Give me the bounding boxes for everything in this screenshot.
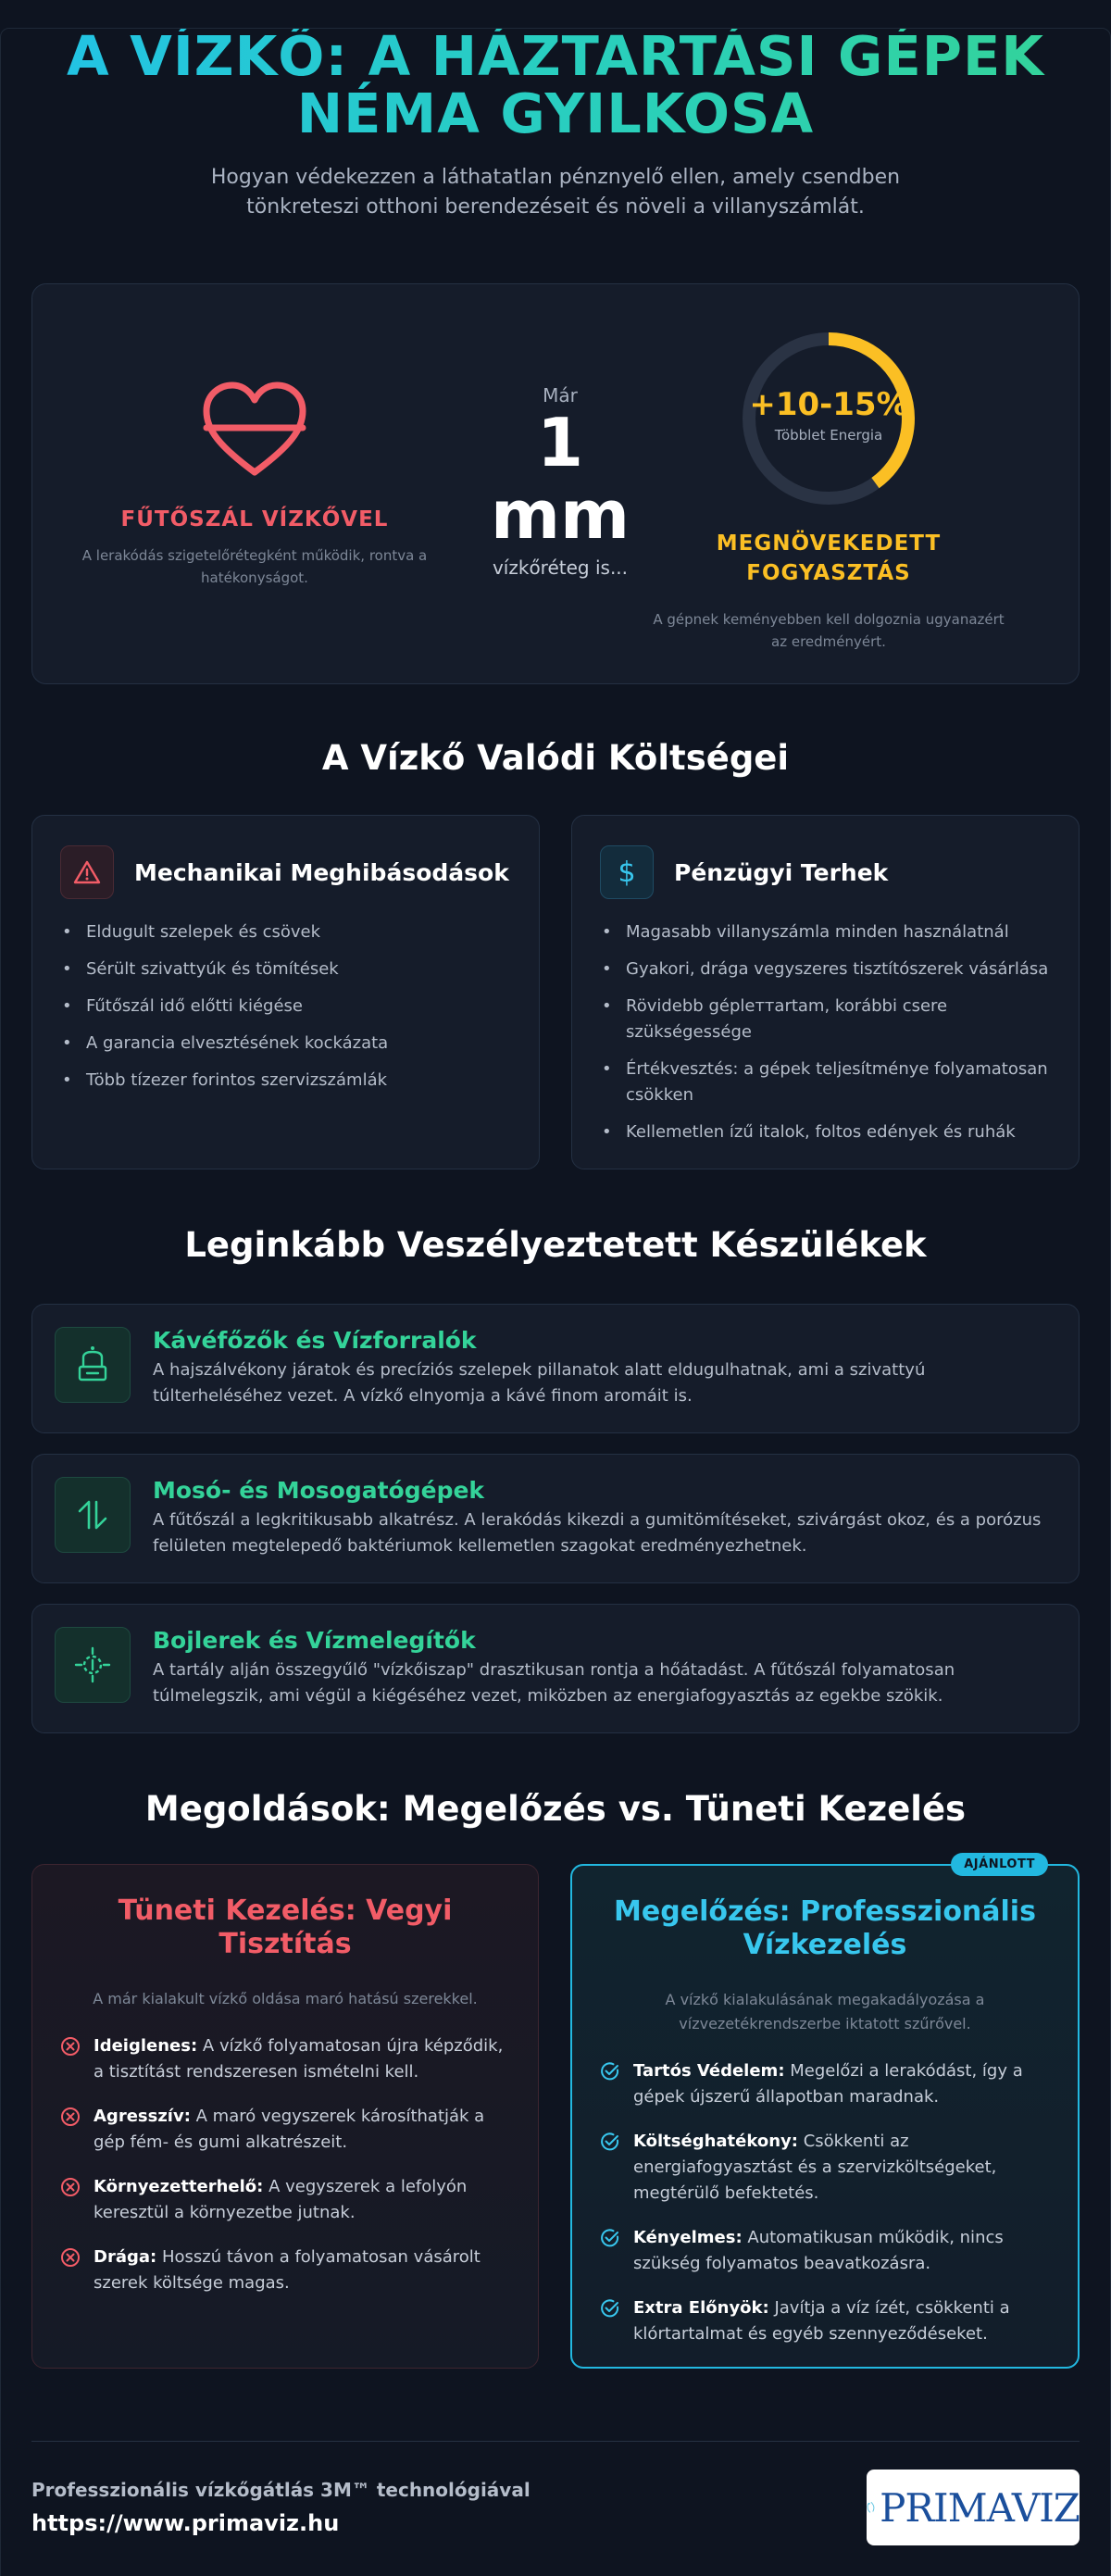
cost-card-financial — [571, 815, 1080, 1169]
list-item-text — [94, 2104, 510, 2156]
solutions-grid — [31, 1857, 1080, 2369]
list-item — [60, 2174, 510, 2226]
list-item — [600, 2058, 1050, 2110]
stat-energy-title — [643, 529, 1014, 588]
list-item-text — [633, 2058, 1050, 2110]
list-item-label: Környezetterhelő: — [94, 2177, 264, 2196]
solution-card-chemical — [31, 1864, 539, 2369]
logo-text: PRIMAVIZ — [880, 2484, 1080, 2531]
check-circle-icon — [600, 2132, 620, 2152]
list-item-body: Megelőzi a lerakódást, így a gépek újszerű állapotban maradnak. — [633, 2061, 1023, 2107]
stat-heating-desc-line2: hatékonyságot. — [201, 569, 308, 586]
list-item — [600, 2129, 1050, 2207]
list-item-label: Költséghatékony: — [633, 2132, 798, 2151]
warning-icon — [60, 845, 114, 899]
footer-url-link[interactable]: https://www.primaviz.hu — [31, 2510, 340, 2536]
cost-card-mechanical-title: Mechanikai Meghibásodások — [134, 858, 509, 886]
x-circle-icon — [60, 2107, 81, 2127]
hero-subtitle-line2: tönkreteszi otthoni berendezéseit és növeli a villanyszámlát. — [246, 195, 865, 219]
device-card-coffee-desc-line2: túlterheléséhez vezet. A vízkő elnyomja a kávé finom aromáit is. — [153, 1386, 693, 1406]
stat-energy-desc-line2: az eredményért. — [771, 633, 886, 650]
footer-divider — [31, 2441, 1080, 2442]
solution-card-prevention-title-line2: Vízkezelés — [743, 1929, 907, 1961]
list-item-body: Automatikusan működik, nincs szükség folyamatos beavatkozásra. — [633, 2228, 1004, 2273]
stat-layer-post: vízkőréteg is... — [492, 556, 629, 579]
check-circle-icon — [600, 2061, 620, 2082]
list-item: • Magasabb villanyszámla minden használatnál — [600, 919, 1051, 945]
coffee-machine-icon — [55, 1327, 131, 1403]
dollar-icon: $ — [600, 845, 654, 899]
x-circle-icon — [60, 2247, 81, 2268]
list-item-text — [94, 2174, 510, 2226]
cost-card-mechanical-head — [60, 845, 511, 899]
device-card-coffee-title: Kávéfőzők és Vízforralók — [153, 1327, 477, 1354]
solution-card-chemical-title-line2: Tisztítás — [218, 1928, 352, 1960]
device-card-coffee — [31, 1304, 1080, 1433]
solution-card-prevention-subtitle — [600, 1988, 1050, 2036]
list-item-label: Kényelmes: — [633, 2228, 743, 2247]
device-card-washer-desc-line2: felületen megtelepedő baktériumok kellemetlen szagokat eredményezhetnek. — [153, 1536, 807, 1556]
solution-card-chemical-list — [60, 2033, 510, 2296]
solution-card-chemical-title — [60, 1894, 510, 1961]
washing-machine-icon — [55, 1477, 131, 1553]
stat-heating-desc-line1: A lerakódás szigetelőrétegként működik, rontva a — [81, 547, 428, 564]
solution-card-prevention-subtitle-line2: vízvezetékrendszerbe iktatott szűrővel. — [679, 2015, 971, 2032]
cost-card-financial-list — [600, 919, 1051, 1145]
list-item-label: Extra Előnyök: — [633, 2298, 769, 2318]
cost-card-financial-head — [600, 845, 1051, 899]
stat-energy — [643, 331, 1014, 653]
devices-section-title: Leginkább Veszélyeztetett Készülékek — [184, 1225, 927, 1265]
energy-ring-text — [741, 386, 917, 444]
energy-ring-value: +10-15% — [749, 386, 908, 423]
list-item-body: Hosszú távon a folyamatosan vásárolt szerek költsége magas. — [94, 2247, 481, 2293]
list-item-body: A vegyszerek a lefolyón keresztül a környezetbe jutnak. — [94, 2177, 468, 2222]
list-item-body: Csökkenti az energiafogyasztást és a szervizköltségeket, megtérülő befektetés. — [633, 2132, 997, 2203]
x-circle-icon — [60, 2177, 81, 2197]
list-item-body: A maró vegyszerek károsíthatják a gép fém- és gumi alkatrészeit. — [94, 2107, 485, 2152]
device-card-washer-desc — [153, 1507, 1041, 1559]
boiler-icon — [55, 1627, 131, 1703]
cost-card-financial-title: Pénzügyi Terhek — [674, 858, 889, 886]
device-card-washer-body — [153, 1477, 1041, 1582]
list-item: • Fűtőszál idő előtti kiégése — [60, 994, 511, 1019]
solution-card-prevention — [570, 1857, 1080, 2369]
list-item — [60, 2245, 510, 2296]
list-item-text — [633, 2295, 1050, 2347]
cost-card-mechanical-list — [60, 919, 511, 1094]
solutions-section-title: Megoldások: Megelőzés vs. Tüneti Kezelés — [144, 1789, 967, 1829]
stat-energy-desc — [643, 608, 1014, 653]
hero-title-line1: A VÍZKŐ: A HÁZTARTÁSI GÉPEK — [66, 24, 1045, 88]
list-item-body: A vízkő folyamatosan újra képződik, a tisztítást rendszeresen ismételni kell. — [94, 2036, 504, 2082]
stat-heating-desc — [69, 544, 440, 589]
stat-heating — [69, 381, 440, 589]
device-card-coffee-desc — [153, 1357, 925, 1409]
list-item: • Sérült szivattyúk és tömítések — [60, 957, 511, 982]
stat-energy-title-line1: MEGNÖVEKEDETT — [716, 531, 942, 556]
solution-card-prevention-title-line1: Megelőzés: Professzionális — [614, 1895, 1036, 1928]
stat-energy-desc-line1: A gépnek keményebben kell dolgoznia ugyanazért — [653, 611, 1005, 628]
list-item-text — [94, 2245, 510, 2296]
list-item-text — [94, 2033, 510, 2085]
hero-subtitle — [139, 163, 972, 222]
hero-title — [31, 24, 1080, 145]
device-card-boiler-body — [153, 1627, 955, 1732]
water-drop-logo-icon — [867, 2482, 876, 2533]
stat-layer — [468, 384, 653, 579]
stat-heating-title: FŰTŐSZÁL VÍZKŐVEL — [120, 507, 389, 531]
solution-card-chemical-subtitle: A már kialakult vízkő oldása maró hatású szerekkel. — [93, 1990, 478, 2007]
device-card-boiler-desc — [153, 1657, 955, 1709]
list-item: • A garancia elvesztésének kockázata — [60, 1031, 511, 1057]
device-card-washer-desc-line1: A fűtőszál a legkritikusabb alkatrész. A lerakódás kikezdi a gumitömítéseket, szivárgást okoz, és a porózus — [153, 1510, 1042, 1530]
check-circle-icon — [600, 2228, 620, 2248]
costs-grid — [31, 815, 1080, 1169]
list-item: • Gyakori, drága vegyszeres tisztítószerek vásárlása — [600, 957, 1051, 982]
heart-icon — [201, 381, 308, 478]
hero-title-line2: NÉMA GYILKOSA — [296, 81, 815, 145]
device-card-washer — [31, 1454, 1080, 1583]
stat-energy-title-line2: FOGYASZTÁS — [746, 561, 911, 585]
list-item-label: Ideiglenes: — [94, 2036, 198, 2056]
device-card-washer-title: Mosó- és Mosogatógépek — [153, 1477, 485, 1504]
hero-subtitle-line1: Hogyan védekezzen a láthatatlan pénznyelő ellen, amely csendben — [210, 166, 901, 189]
solution-card-chemical-title-line1: Tüneti Kezelés: Vegyi — [118, 1894, 453, 1927]
list-item — [60, 2104, 510, 2156]
list-item: • Rövidebb gépleттartam, korábbi csere szükségessége — [600, 994, 1051, 1045]
solution-card-prevention-title — [600, 1895, 1050, 1962]
list-item: • Több tízezer forintos szervizszámlák — [60, 1068, 511, 1094]
check-circle-icon — [600, 2298, 620, 2319]
recommended-badge: AJÁNLOTT — [951, 1853, 1048, 1876]
device-card-coffee-body — [153, 1327, 925, 1432]
device-card-coffee-desc-line1: A hajszálvékony járatok és precíziós szelepek pillanatok alatt eldugulhatnak, ami a szivattyú — [153, 1360, 926, 1380]
list-item — [60, 2033, 510, 2085]
list-item: • Értékvesztés: a gépek teljesítménye folyamatosan csökken — [600, 1057, 1051, 1108]
infographic-page — [0, 24, 1111, 2576]
energy-ring-label: Többlet Energia — [774, 427, 883, 444]
x-circle-icon — [60, 2036, 81, 2057]
footer-text — [31, 2479, 531, 2536]
list-item-label: Drága: — [94, 2247, 157, 2267]
stat-layer-pre: Már — [543, 384, 578, 406]
list-item-text — [633, 2129, 1050, 2207]
solution-card-prevention-subtitle-line1: A vízkő kialakulásának megakadályozása a — [665, 1991, 985, 2008]
device-card-boiler-desc-line2: túlmelegszik, ami végül a kiégéséhez vezet, miközben az energiafogyasztás az egekbe szökik. — [153, 1686, 943, 1706]
list-item: • Kellemetlen ízű italok, foltos edények és ruhák — [600, 1119, 1051, 1145]
cost-card-mechanical — [31, 815, 540, 1169]
footer-tagline: Professzionális vízkőgátlás 3M™ technológiával — [31, 2479, 531, 2501]
device-card-boiler — [31, 1604, 1080, 1733]
list-item-body: Javítja a víz ízét, csökkenti a klórtartalmat és egyéb szennyeződéseket. — [633, 2298, 1010, 2344]
stat-layer-value: 1 — [536, 404, 584, 481]
list-item-label: Agresszív: — [94, 2107, 191, 2126]
primaviz-logo[interactable] — [867, 2470, 1080, 2545]
stats-panel — [31, 283, 1080, 684]
list-item-text — [633, 2225, 1050, 2277]
list-item — [600, 2295, 1050, 2347]
costs-section-title: A Vízkő Valódi Költségei — [321, 738, 790, 778]
footer — [31, 2470, 1080, 2545]
stat-layer-unit: mm — [490, 476, 630, 554]
device-card-boiler-title: Bojlerek és Vízmelegítők — [153, 1627, 476, 1654]
list-item-label: Tartós Védelem: — [633, 2061, 785, 2081]
list-item — [600, 2225, 1050, 2277]
energy-ring — [741, 331, 917, 506]
list-item: • Eldugult szelepek és csövek — [60, 919, 511, 945]
device-card-boiler-desc-line1: A tartály alján összegyűlő "vízkőiszap" drasztikusan rontja a hőátadást. A fűtőszál folyamatosan — [153, 1660, 955, 1680]
solution-card-prevention-list — [600, 2058, 1050, 2347]
